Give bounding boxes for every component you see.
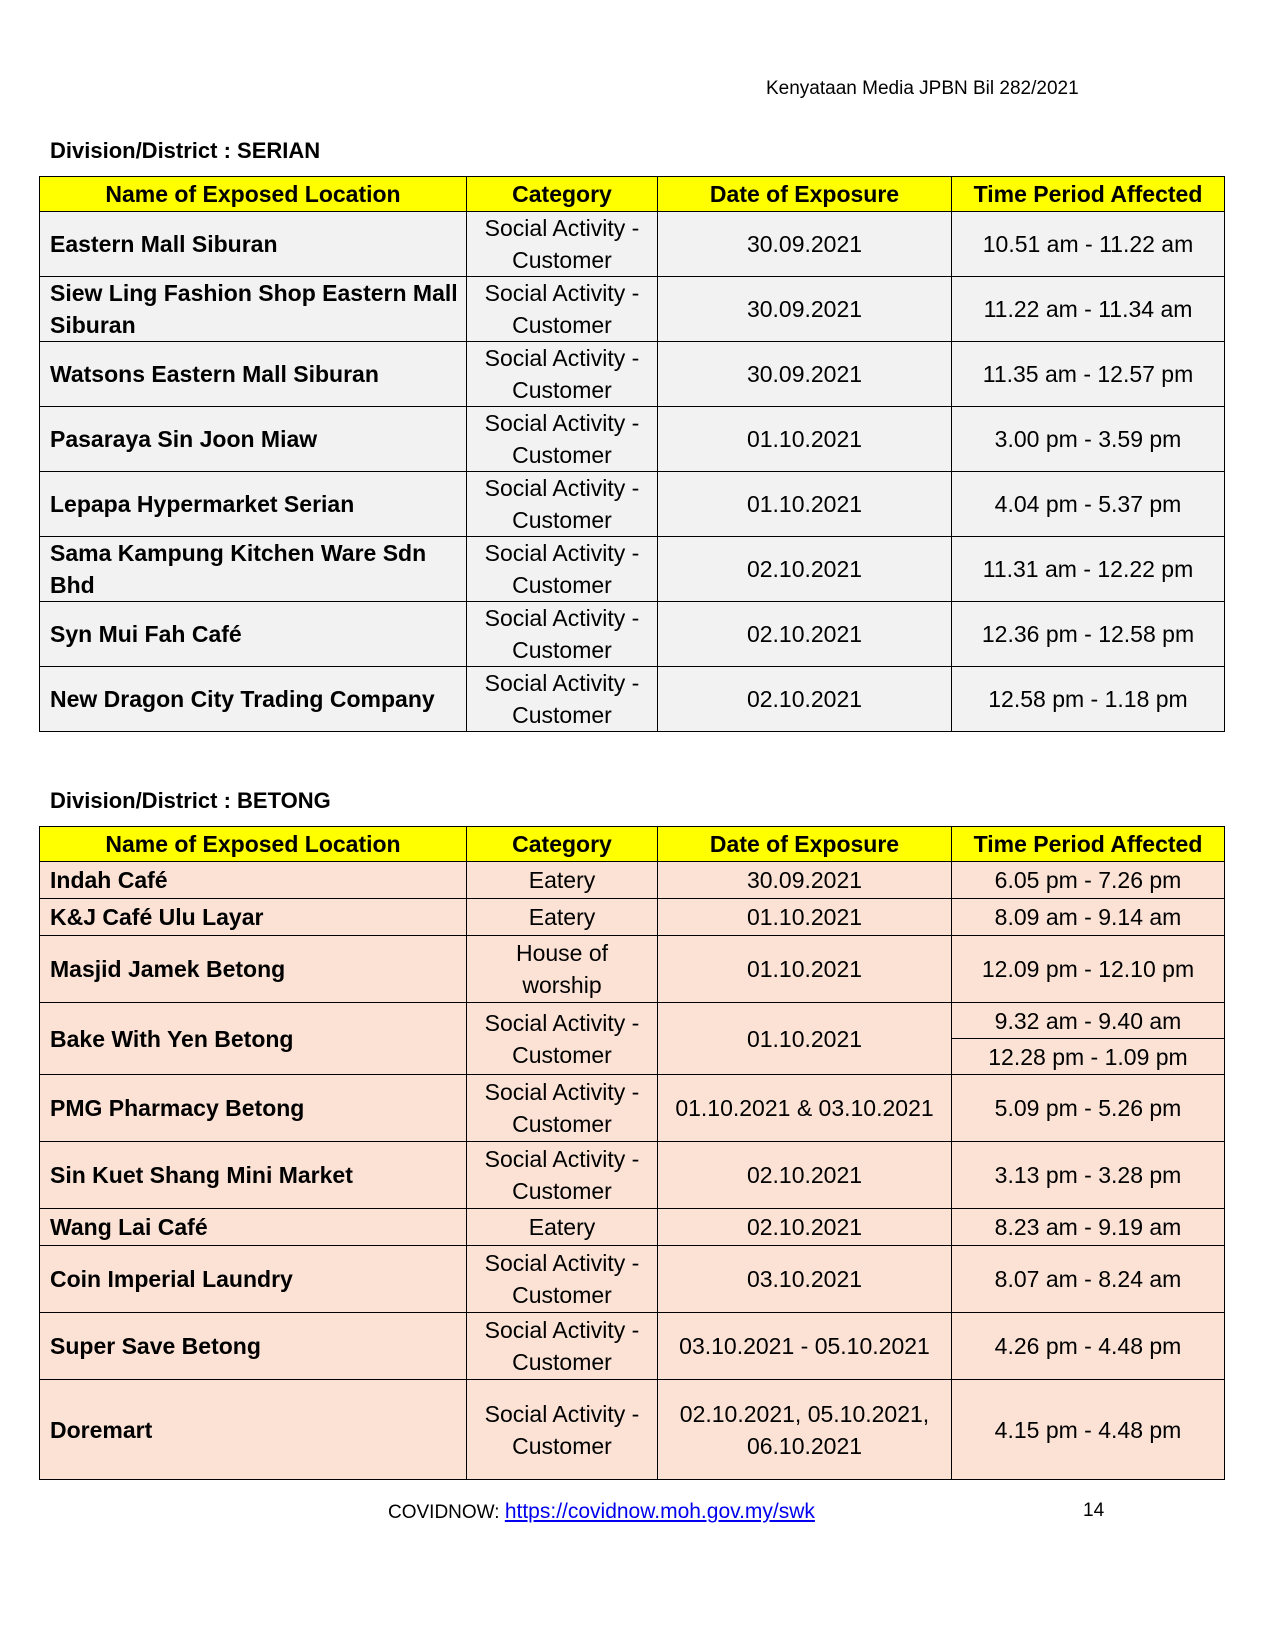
category-cell: Social Activity - Customer bbox=[467, 1142, 658, 1209]
table-row bbox=[40, 936, 1225, 1003]
date-cell: 30.09.2021 bbox=[658, 277, 952, 342]
date-cell: 02.10.2021 bbox=[658, 602, 952, 667]
table-row bbox=[40, 899, 1225, 936]
date-cell: 02.10.2021 bbox=[658, 537, 952, 602]
table-row bbox=[40, 1003, 1225, 1039]
column-header-category: Category bbox=[467, 827, 658, 862]
time-cell: 6.05 pm - 7.26 pm bbox=[952, 862, 1225, 899]
location-cell: Sin Kuet Shang Mini Market bbox=[40, 1142, 467, 1209]
table-row bbox=[40, 537, 1225, 602]
time-cell: 12.09 pm - 12.10 pm bbox=[952, 936, 1225, 1003]
table-row bbox=[40, 277, 1225, 342]
table-row bbox=[40, 1380, 1225, 1480]
category-cell: Social Activity - Customer bbox=[467, 212, 658, 277]
date-cell: 01.10.2021 bbox=[658, 899, 952, 936]
column-header-date: Date of Exposure bbox=[658, 827, 952, 862]
table-row bbox=[40, 212, 1225, 277]
table-row bbox=[40, 602, 1225, 667]
location-cell: Eastern Mall Siburan bbox=[40, 212, 467, 277]
time-cell: 8.07 am - 8.24 am bbox=[952, 1246, 1225, 1313]
location-cell: Sama Kampung Kitchen Ware Sdn Bhd bbox=[40, 537, 467, 602]
time-cell: 3.00 pm - 3.59 pm bbox=[952, 407, 1225, 472]
location-cell: Indah Café bbox=[40, 862, 467, 899]
column-header-date: Date of Exposure bbox=[658, 177, 952, 212]
page-number: 14 bbox=[1083, 1500, 1105, 1521]
time-cell-secondary: 12.28 pm - 1.09 pm bbox=[952, 1039, 1225, 1075]
time-cell: 11.31 am - 12.22 pm bbox=[952, 537, 1225, 602]
time-cell: 5.09 pm - 5.26 pm bbox=[952, 1075, 1225, 1142]
time-cell: 4.04 pm - 5.37 pm bbox=[952, 472, 1225, 537]
category-cell: Social Activity - Customer bbox=[467, 537, 658, 602]
time-cell: 12.36 pm - 12.58 pm bbox=[952, 602, 1225, 667]
category-cell: Social Activity - Customer bbox=[467, 472, 658, 537]
table-row bbox=[40, 472, 1225, 537]
location-cell: Coin Imperial Laundry bbox=[40, 1246, 467, 1313]
table-row bbox=[40, 1313, 1225, 1380]
date-cell: 02.10.2021 bbox=[658, 667, 952, 732]
column-header-location: Name of Exposed Location bbox=[40, 177, 467, 212]
time-cell: 4.15 pm - 4.48 pm bbox=[952, 1380, 1225, 1480]
location-cell: Watsons Eastern Mall Siburan bbox=[40, 342, 467, 407]
category-cell: Eatery bbox=[467, 899, 658, 936]
time-cell: 9.32 am - 9.40 am bbox=[952, 1003, 1225, 1039]
category-cell: Social Activity - Customer bbox=[467, 1246, 658, 1313]
date-cell: 03.10.2021 - 05.10.2021 bbox=[658, 1313, 952, 1380]
column-header-location: Name of Exposed Location bbox=[40, 827, 467, 862]
document-reference: Kenyataan Media JPBN Bil 282/2021 bbox=[766, 78, 1079, 99]
time-cell: 8.09 am - 9.14 am bbox=[952, 899, 1225, 936]
location-cell: Super Save Betong bbox=[40, 1313, 467, 1380]
time-cell: 12.58 pm - 1.18 pm bbox=[952, 667, 1225, 732]
category-cell: Social Activity - Customer bbox=[467, 1003, 658, 1075]
betong-section-title: Division/District : BETONG bbox=[50, 788, 331, 813]
column-header-time: Time Period Affected bbox=[952, 177, 1225, 212]
location-cell: Doremart bbox=[40, 1380, 467, 1480]
category-cell: Social Activity - Customer bbox=[467, 1313, 658, 1380]
category-cell: Social Activity - Customer bbox=[467, 1380, 658, 1480]
location-cell: Siew Ling Fashion Shop Eastern Mall Siburan bbox=[40, 277, 467, 342]
column-header-time: Time Period Affected bbox=[952, 827, 1225, 862]
time-cell: 8.23 am - 9.19 am bbox=[952, 1209, 1225, 1246]
time-cell: 10.51 am - 11.22 am bbox=[952, 212, 1225, 277]
date-cell: 02.10.2021, 05.10.2021, 06.10.2021 bbox=[658, 1380, 952, 1480]
covidnow-link[interactable]: https://covidnow.moh.gov.my/swk bbox=[504, 1500, 815, 1523]
date-cell: 30.09.2021 bbox=[658, 862, 952, 899]
category-cell: Social Activity - Customer bbox=[467, 407, 658, 472]
category-cell: Social Activity - Customer bbox=[467, 342, 658, 407]
table-row bbox=[40, 1209, 1225, 1246]
category-cell: Eatery bbox=[467, 862, 658, 899]
date-cell: 01.10.2021 bbox=[658, 407, 952, 472]
category-cell: House of worship bbox=[467, 936, 658, 1003]
location-cell: Syn Mui Fah Café bbox=[40, 602, 467, 667]
table-row bbox=[40, 1246, 1225, 1313]
location-cell: Lepapa Hypermarket Serian bbox=[40, 472, 467, 537]
serian-section-title: Division/District : SERIAN bbox=[50, 138, 321, 163]
location-cell: New Dragon City Trading Company bbox=[40, 667, 467, 732]
betong-exposure-table bbox=[39, 826, 1225, 1480]
date-cell: 01.10.2021 bbox=[658, 1003, 952, 1075]
location-cell: PMG Pharmacy Betong bbox=[40, 1075, 467, 1142]
table-row bbox=[40, 407, 1225, 472]
table-row bbox=[40, 342, 1225, 407]
footer bbox=[388, 1500, 815, 1524]
location-cell: K&J Café Ulu Layar bbox=[40, 899, 467, 936]
date-cell: 03.10.2021 bbox=[658, 1246, 952, 1313]
category-cell: Social Activity - Customer bbox=[467, 602, 658, 667]
date-cell: 01.10.2021 bbox=[658, 472, 952, 537]
date-cell: 01.10.2021 bbox=[658, 936, 952, 1003]
date-cell: 02.10.2021 bbox=[658, 1209, 952, 1246]
category-cell: Eatery bbox=[467, 1209, 658, 1246]
location-cell: Wang Lai Café bbox=[40, 1209, 467, 1246]
time-cell: 11.22 am - 11.34 am bbox=[952, 277, 1225, 342]
table-row bbox=[40, 1075, 1225, 1142]
table-row bbox=[40, 1142, 1225, 1209]
location-cell: Pasaraya Sin Joon Miaw bbox=[40, 407, 467, 472]
serian-exposure-table bbox=[39, 176, 1225, 732]
category-cell: Social Activity - Customer bbox=[467, 667, 658, 732]
column-header-category: Category bbox=[467, 177, 658, 212]
category-cell: Social Activity - Customer bbox=[467, 277, 658, 342]
location-cell: Masjid Jamek Betong bbox=[40, 936, 467, 1003]
location-cell: Bake With Yen Betong bbox=[40, 1003, 467, 1075]
date-cell: 02.10.2021 bbox=[658, 1142, 952, 1209]
date-cell: 01.10.2021 & 03.10.2021 bbox=[658, 1075, 952, 1142]
date-cell: 30.09.2021 bbox=[658, 212, 952, 277]
time-cell: 4.26 pm - 4.48 pm bbox=[952, 1313, 1225, 1380]
time-cell: 3.13 pm - 3.28 pm bbox=[952, 1142, 1225, 1209]
table-row bbox=[40, 862, 1225, 899]
footer-label: COVIDNOW: bbox=[388, 1502, 505, 1523]
table-row bbox=[40, 667, 1225, 732]
category-cell: Social Activity - Customer bbox=[467, 1075, 658, 1142]
table-header-row bbox=[40, 827, 1225, 862]
date-cell: 30.09.2021 bbox=[658, 342, 952, 407]
table-header-row bbox=[40, 177, 1225, 212]
time-cell: 11.35 am - 12.57 pm bbox=[952, 342, 1225, 407]
